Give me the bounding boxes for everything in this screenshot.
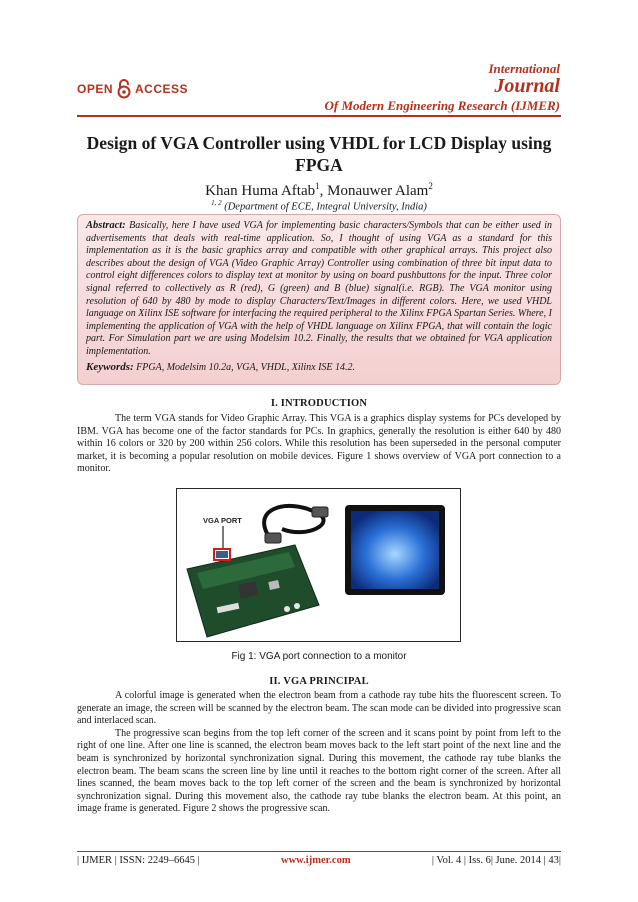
footer-url-link[interactable]: www.ijmer.com [280, 855, 351, 866]
figure-1-image [176, 488, 461, 642]
open-access-right: ACCESS [135, 82, 189, 96]
abstract-text: Basically, here I have used VGA for implementing basic characters/Symbols that can be either used in advertisements that deals with real-time application. So, I thought of using VGA as a standard for this implementation as it is the basic graphics array and compatible with other graphical arrays. This project also describes about the design of VGA (Video Graphic Array) Controller using combination of three bit input data to control eight differences colors to display text at monitor by using on board pushbuttons for the input. Three color signal referred to collectively as R (red), G (green) and B (blue) signal(i.e. RGB). The VGA monitor using resolution of 640 by 480 by mode to display Characters/Text/Images in different colors. Here, we used VHDL language on Xilinx ISE software for interfacing the required peripheral to the Xilinx FPGA Spartan Series. Where, I implementing the application of VGA with the help of VHDL language on Xilinx FPGA, that will contain the logic part. For Simulation part we are using Modelsim 10.2. Finally, the results that we obtained for VGA application implementation. [86, 220, 552, 357]
intro-paragraph: The term VGA stands for Video Graphic Array. This VGA is a graphics display systems for PCs developed by IBM. VGA has become one of the factor standards for PCs. In graphics, generally the resolution is either 640 by 480 within 16 colors or 320 by 200 within 256 colors. While this resolution has been superseded in the personal computer market, it is becoming a popular resolution on mobile devices. Figure 1 shows overview of VGA port connection to a monitor. [77, 413, 561, 475]
footer [77, 855, 561, 866]
paper-title: Design of VGA Controller using VHDL for LCD Display using FPGA [86, 133, 552, 175]
intro-body [77, 413, 561, 476]
author-separator: , [319, 183, 328, 199]
open-lock-icon [117, 79, 131, 99]
principal-paragraph-2: The progressive scan begins from the top left corner of the screen and it scans point by point from left to the right of one line. After one line is scanned, the electron beam moves back to the left start point of the next line and the beam is synchronized by horizontal synchronization signal. During this movement, the cathode ray tube blanks the electron beam. The beam scans the screen line by line until it reaches to the bottom right corner of the screen. After all lines scanned, the beam moves back to the top left corner of the screen and the beam is synchronized by horizontal synchronization signal. During this movement also, the cathode ray tube blanks the electron beam. At this point, an image frame is generated. Figure 2 shows the progressive scan. [77, 727, 561, 815]
section-heading-introduction: I. INTRODUCTION [270, 398, 368, 409]
keywords-label: Keywords: [86, 360, 134, 373]
footer-issn: | IJMER | ISSN: 2249–6645 | [77, 855, 200, 866]
cable-plug-left [265, 533, 281, 543]
author-line [70, 181, 568, 200]
section-heading-vga-principal: II. VGA PRINCIPAL [269, 676, 369, 687]
affiliation-line [70, 199, 568, 213]
lcd-monitor-screen [351, 511, 439, 589]
open-access-logo [77, 79, 188, 99]
abstract-box [77, 214, 561, 385]
footer-divider [77, 851, 561, 852]
open-access-left: OPEN [77, 82, 114, 96]
keywords-text: FPGA, Modelsim 10.2a, VGA, VHDL, Xilinx ISE 14.2. [133, 361, 356, 373]
author-2-sup: 2 [428, 181, 433, 191]
author-1: Khan Huma Aftab [205, 183, 316, 199]
author-1-sup: 1 [315, 181, 320, 191]
cable-plug-right [312, 507, 328, 517]
abstract-label: Abstract: [86, 220, 126, 231]
principal-paragraph-1: A colorful image is generated when the electron beam from a cathode ray tube hits the fluorescent screen. To generate an image, the screen will be scanned by the electron beam. The scan mode can be divided into progressive scan and interlaced scan. [77, 690, 561, 727]
board-pushbutton [284, 606, 290, 612]
affiliation: (Department of ECE, Integral University, India) [221, 201, 427, 213]
journal-line-journal: Journal [494, 75, 560, 97]
abstract-paragraph [86, 220, 552, 359]
affiliation-sup: 1, 2 [211, 199, 222, 207]
footer-volume: | Vol. 4 | Iss. 6| June. 2014 | 43| [431, 855, 561, 866]
board-pushbutton-2 [294, 603, 300, 609]
figure-1-caption: Fig 1: VGA port connection to a monitor [231, 651, 407, 662]
journal-line-international: International [488, 61, 560, 76]
keywords-line [86, 361, 552, 373]
journal-line-ijmer: Of Modern Engineering Research (IJMER) [324, 98, 560, 113]
vga-setup-illustration [177, 489, 461, 642]
principal-body [77, 690, 561, 816]
header-divider [77, 115, 561, 117]
author-2: Monauwer Alam [327, 183, 429, 199]
vga-port-callout: VGA PORT [203, 516, 242, 525]
vga-connector [216, 551, 228, 558]
